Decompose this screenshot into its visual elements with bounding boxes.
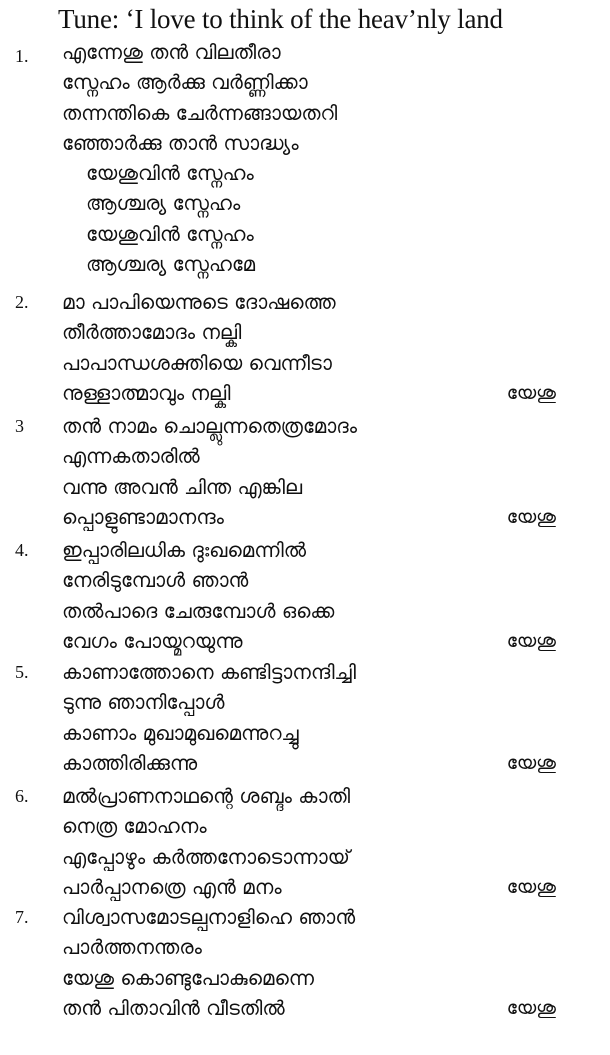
verse-line: എന്നേശു തൻ വിലതീരാ	[62, 40, 281, 64]
verse-line: ഇപ്പാരിലധിക ദുഃഖമെന്നിൽ	[62, 538, 307, 562]
chorus-line: യേശുവിൻ സ്നേഹം	[86, 161, 254, 186]
verse-line: തന്നന്തികെ ചേർന്നങ്ങായതറി	[62, 100, 338, 125]
verse-lines	[62, 411, 357, 532]
verse-line: പാപാന്ധശക്തിയെ വെന്നീടാ	[62, 350, 332, 375]
verse-line: പ്പൊളുണ്ടാമാനന്ദം	[62, 504, 224, 529]
verse-number: 1.	[15, 46, 29, 66]
chorus-line: ആശ്ചര്യ സ്നേഹം	[86, 191, 241, 216]
verse-number: 2.	[15, 292, 29, 312]
verse-line: ടുന്നു ഞാനിപ്പോൾ	[62, 690, 225, 715]
chorus-line: ആശ്ചര്യ സ്നേഹമേ	[86, 252, 256, 277]
verse-number: 4.	[15, 540, 29, 560]
verse-line: കാത്തിരിക്കുന്നു	[62, 750, 198, 775]
verse-number: 5.	[15, 662, 29, 682]
verse-line: നുള്ളാത്മാവും നല്കി	[62, 380, 231, 405]
verse-line: യേശു കൊണ്ടുപോകുമെന്നെ	[62, 965, 314, 990]
verse-lines	[62, 657, 356, 778]
verse-line: എപ്പോഴും കർത്തനോടൊന്നായ്	[62, 844, 350, 869]
refrain-label: യേശു	[506, 997, 556, 1019]
verse-line: വേഗം പോയ്മറയുന്നു	[62, 628, 243, 653]
verse-line: തൽപാദെ ചേരുമ്പോൾ ഒക്കെ	[62, 598, 335, 623]
refrain-label: യേശു	[506, 382, 556, 404]
verse-number: 3	[15, 416, 24, 436]
verse-lines	[62, 535, 334, 656]
verse-lines	[62, 287, 336, 408]
verse-line: തൻ നാമം ചൊല്ലുന്നതെത്രമോദം	[62, 414, 358, 438]
verse-line: നേരിടുമ്പോൾ ഞാൻ	[62, 568, 249, 593]
verse-line: മാ പാപിയെന്നുടെ ദോഷത്തെ	[62, 290, 336, 314]
tune-heading: Tune: ‘I love to think of the heav’nly land	[58, 4, 503, 34]
verse-line: വിശ്വാസമോടല്പനാളിഹെ ഞാൻ	[62, 905, 356, 929]
chorus-line: യേശുവിൻ സ്നേഹം	[86, 221, 254, 246]
verse-lines	[62, 37, 337, 279]
verse-number: 6.	[15, 786, 29, 806]
verse-line: വന്നു അവൻ ചിന്ത എങ്കില	[62, 474, 303, 499]
refrain-label: യേശു	[506, 506, 556, 528]
verse-line: എന്നകതാരിൽ	[62, 444, 200, 469]
refrain-label: യേശു	[506, 876, 556, 898]
verse-number: 7.	[15, 907, 29, 927]
verse-line: നെത്ര മോഹനം	[62, 814, 207, 839]
chorus	[62, 158, 337, 279]
verse-line: കാണാത്തോനെ കണ്ടിട്ടാനന്ദിച്ചി	[62, 660, 356, 684]
verse-line: ഞ്ഞോർക്കു താൻ സാദ്ധ്യം	[62, 130, 299, 155]
verse-line: സ്നേഹം ആർക്കു വർണ്ണിക്കാ	[62, 70, 308, 95]
verse-line: കാണാം മുഖാമുഖമെന്നുറച്ചു	[62, 720, 299, 745]
verse-line: തീർത്താമോദം നല്കി	[62, 320, 242, 345]
verse-line: പാർത്തനന്തരം	[62, 935, 202, 960]
refrain-label: യേശു	[506, 752, 556, 774]
verse-line: മൽപ്രാണനാഥന്റെ ശബ്ദം കാതി	[62, 784, 351, 808]
refrain-label: യേശു	[506, 630, 556, 652]
verse-line: പാർപ്പാനത്രെ എൻ മനം	[62, 874, 282, 899]
verse-lines	[62, 781, 350, 902]
verse-lines	[62, 902, 355, 1023]
verse-line: തൻ പിതാവിൻ വീടതിൽ	[62, 995, 285, 1020]
